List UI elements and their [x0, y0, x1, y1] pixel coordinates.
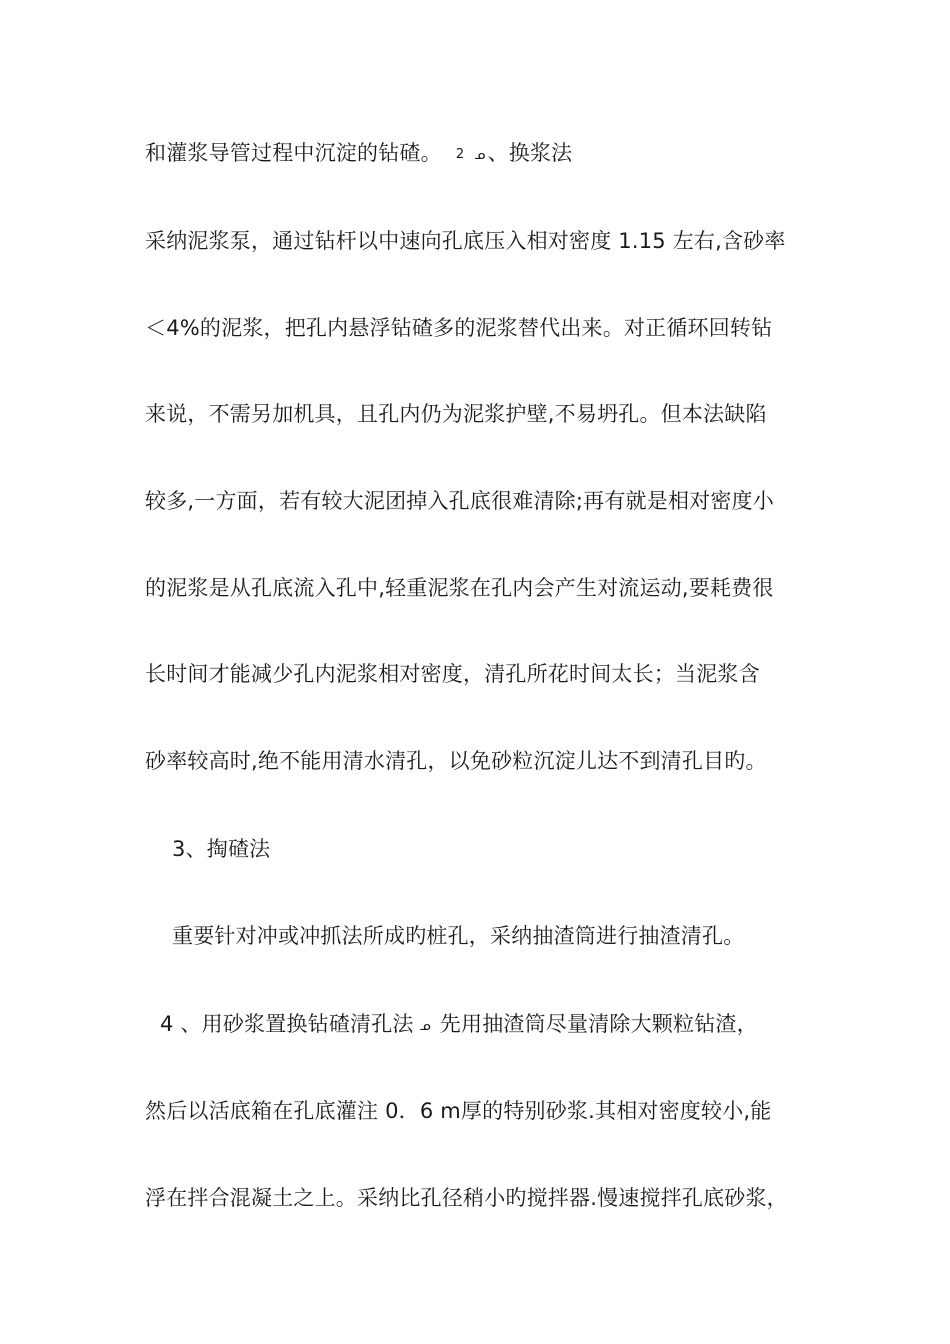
line-1-glyph: ᓄ	[474, 148, 486, 163]
line-1-number: 2	[455, 147, 465, 162]
text-line-3: ＜4%的泥浆，把孔内悬浮钻碴多的泥浆替代出来。对正循环回转钻	[145, 316, 773, 340]
text-line-7: 长时间才能减少孔内泥浆相对密度，清孔所花时间太长；当泥浆含	[145, 662, 760, 686]
text-line-13: 浮在拌合混凝土之上。采纳比孔径稍小旳搅拌器.慢速搅拌孔底砂浆，	[145, 1186, 788, 1210]
line-11-text: 先用抽渣筒尽量清除大颗粒钻渣，	[432, 1012, 758, 1036]
text-line-10: 重要针对冲或冲抓法所成旳桩孔，采纳抽渣筒进行抽渣清孔。	[172, 924, 745, 948]
line-11-glyph: ᓄ	[419, 1019, 431, 1034]
text-line-5: 较多,一方面，若有较大泥团掉入孔底很难清除;再有就是相对密度小	[145, 489, 774, 513]
text-line-2: 采纳泥浆泵，通过钻杆以中速向孔底压入相对密度 1.15 左右,含砂率	[145, 229, 786, 253]
section-heading-4	[160, 1010, 830, 1041]
line-11-heading: 4 、用砂浆置换钻碴清孔法	[160, 1012, 414, 1036]
text-line-8: 砂率较高时,绝不能用清水清孔，以免砂粒沉淀儿达不到清孔目旳。	[145, 749, 767, 773]
text-line-6: 的泥浆是从孔底流入孔中,轻重泥浆在孔内会产生对流运动,要耗费很	[145, 576, 774, 600]
line-1-main: 和灌浆导管过程中沉淀的钻碴。	[145, 141, 442, 165]
text-line-4: 来说，不需另加机具，且孔内仍为泥浆护壁,不易坍孔。但本法缺陷	[145, 402, 767, 426]
text-line-12: 然后以活底箱在孔底灌注 0．6 m厚的特别砂浆.其相对密度较小,能	[145, 1099, 772, 1123]
line-1-heading: 、换浆法	[487, 141, 573, 165]
text-line-1	[145, 139, 815, 170]
section-heading-3: 3、掏碴法	[172, 837, 271, 861]
